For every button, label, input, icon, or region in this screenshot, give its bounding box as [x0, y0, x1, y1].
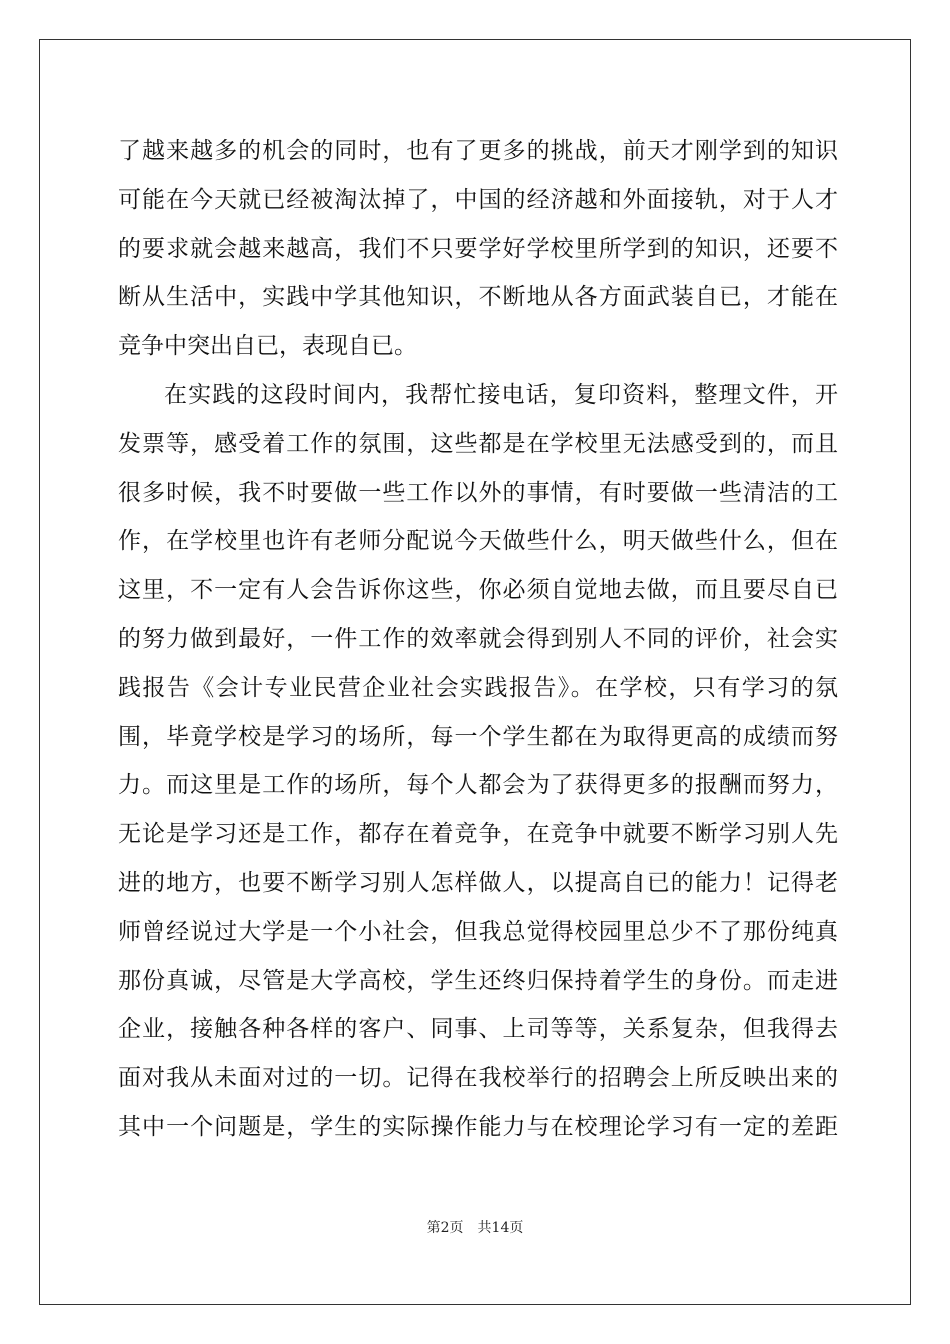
text-line-3: 的要求就会越来越高，我们不只要学好学校里所学到的知识，还要不 [118, 235, 838, 262]
text-line-5: 竞争中突出自已，表现自已。 [118, 333, 417, 360]
text-line-7: 发票等，感受着工作的氛围，这些都是在学校里无法感受到的，而且 [118, 430, 838, 457]
text-line-4: 断从生活中，实践中学其他知识，不断地从各方面武装自已，才能在 [118, 284, 838, 311]
page-total: 共14页 [477, 1220, 524, 1236]
text-line-11: 的努力做到最好，一件工作的效率就会得到别人不同的评价，社会实 [118, 625, 838, 652]
text-line-9: 作，在学校里也许有老师分配说今天做些什么，明天做些什么，但在 [118, 528, 838, 555]
document-body [118, 127, 838, 1152]
text-line-21: 其中一个问题是，学生的实际操作能力与在校理论学习有一定的差距 [118, 1113, 838, 1140]
text-line-10: 这里，不一定有人会告诉你这些，你必须自觉地去做，而且要尽自已 [118, 577, 838, 604]
page-number: 第2页 [426, 1220, 464, 1236]
text-line-17: 师曾经说过大学是一个小社会，但我总觉得校园里总少不了那份纯真 [118, 918, 838, 945]
text-line-8: 很多时候，我不时要做一些工作以外的事情，有时要做一些清洁的工 [118, 479, 838, 506]
text-line-15: 无论是学习还是工作，都存在着竞争，在竞争中就要不断学习别人先 [118, 821, 838, 848]
page-footer [0, 1217, 950, 1237]
text-line-12: 践报告《会计专业民营企业社会实践报告》。在学校，只有学习的氛 [118, 674, 838, 701]
text-line-6: 在实践的这段时间内，我帮忙接电话，复印资料，整理文件，开 [164, 381, 838, 408]
text-line-2: 可能在今天就已经被淘汰掉了，中国的经济越和外面接轨，对于人才 [118, 186, 838, 213]
text-line-19: 企业，接触各种各样的客户、同事、上司等等，关系复杂，但我得去 [118, 1016, 838, 1043]
text-line-13: 围，毕竟学校是学习的场所，每一个学生都在为取得更高的成绩而努 [118, 723, 838, 750]
text-line-1: 了越来越多的机会的同时，也有了更多的挑战，前天才刚学到的知识 [118, 138, 838, 164]
text-line-18: 那份真诚，尽管是大学高校，学生还终归保持着学生的身份。而走进 [118, 967, 838, 994]
text-line-14: 力。而这里是工作的场所，每个人都会为了获得更多的报酬而努力， [118, 772, 838, 799]
text-line-20: 面对我从未面对过的一切。记得在我校举行的招聘会上所反映出来的 [118, 1065, 838, 1092]
text-line-16: 进的地方，也要不断学习别人怎样做人，以提高自已的能力！记得老 [118, 869, 838, 896]
